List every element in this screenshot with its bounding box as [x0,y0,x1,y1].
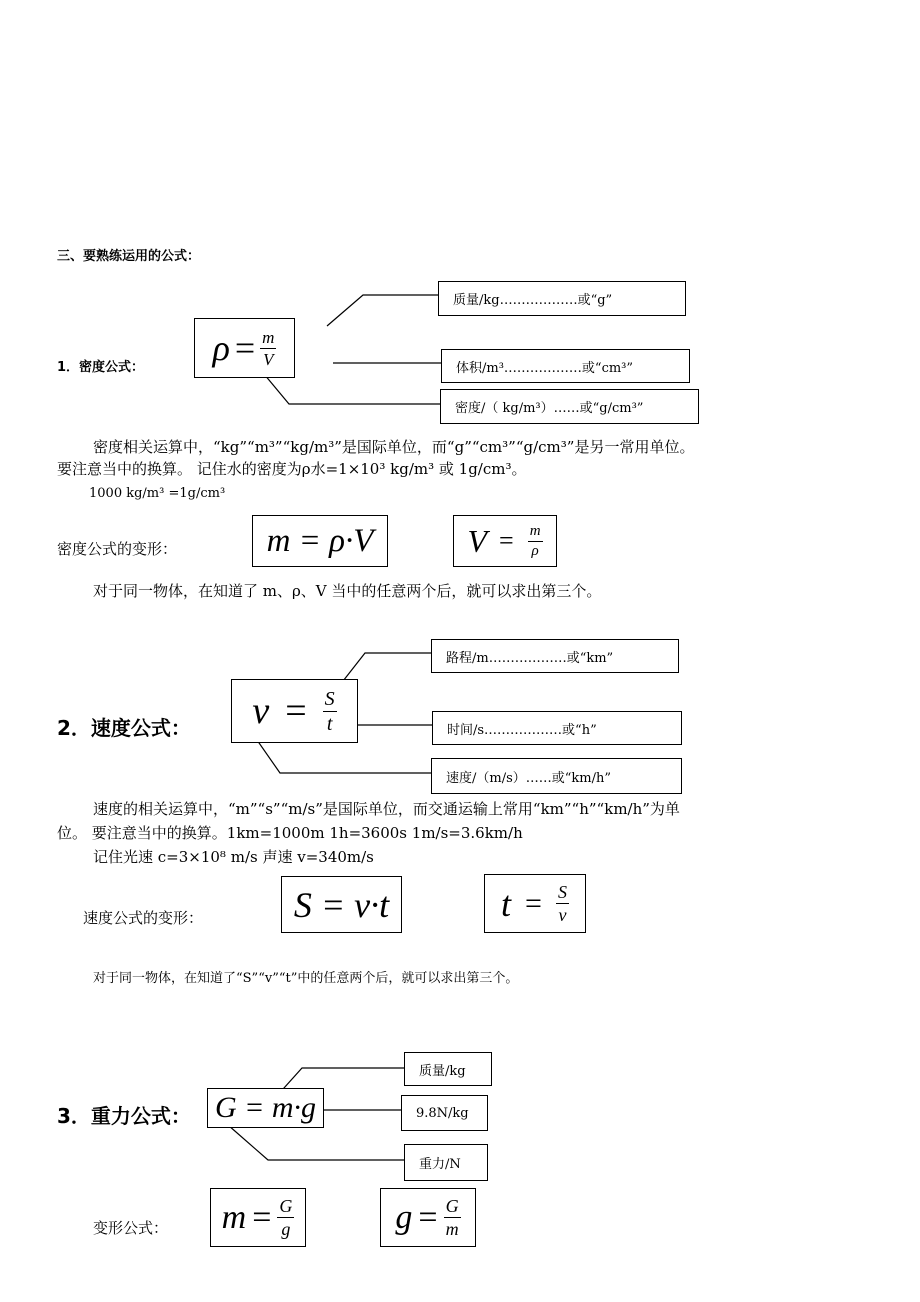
density-label-volume: 体积/m³………………或“cm³” [441,349,690,383]
density-symbol: ρ [212,328,230,368]
gravity-variant-mass: m = $\frac{G}{g}$ [210,1188,306,1247]
density-para-line2: 要注意当中的换算。 记住水的密度为ρ水=1×10³ kg/m³ 或 1g/cm³。 [57,460,527,478]
gravity-label-mass: 质量/kg [404,1052,492,1086]
speed-summary: 对于同一物体，在知道了“S”“v”“t”中的任意两个后，就可以求出第三个。 [93,971,519,986]
gravity-formula-box: G = m·g [207,1088,324,1128]
gravity-label-coefficient: 9.8N/kg [401,1095,488,1131]
speed-variant-time: t = $\frac{S}{v}$ [484,874,586,933]
gravity-heading: 3．重力公式： [57,1104,191,1128]
speed-para-line2: 位。 要注意当中的换算。1km=1000m 1h=3600s 1m/s=3.6km/h [57,824,523,842]
gravity-label-weight: 重力/N [404,1144,488,1181]
density-variant-volume: V = $\frac{m}{\rho}$ [453,515,557,567]
density-heading: 1．密度公式： [57,360,145,375]
speed-variants-label: 速度公式的变形： [83,909,204,927]
section-title: 三、要熟练运用的公式： [57,249,201,264]
density-label-mass: 质量/kg………………或“g” [438,281,686,316]
speed-label-distance: 路程/m………………或“km” [431,639,679,673]
density-label-density: 密度/（ kg/m³）……或“g/cm³” [440,389,699,424]
speed-heading: 2．速度公式： [57,716,191,740]
speed-label-time: 时间/s………………或“h” [432,711,682,745]
speed-para-line1: 速度的相关运算中，“m”“s”“m/s”是国际单位，而交通运输上常用“km”“h”“km/h”为单 [93,800,680,818]
density-para-line3: 1000 kg/m³ =1g/cm³ [89,486,226,501]
density-formula-box: ρ = $\frac{m}{V}$ [194,318,295,378]
density-para-line1: 密度相关运算中，“kg”“m³”“kg/m³”是国际单位，而“g”“cm³”“g/cm³”是另一常用单位。 [93,438,695,456]
density-fraction: $\frac{m}{V}$ [262,327,275,369]
speed-label-speed: 速度/（m/s）……或“km/h” [431,758,682,794]
speed-variant-distance: S = v·t [281,876,402,933]
gravity-variant-g: g = $\frac{G}{m}$ [380,1188,476,1247]
density-variant-mass: m = ρ·V [252,515,388,567]
gravity-variants-label: 变形公式： [93,1219,169,1237]
density-summary: 对于同一物体，在知道了 m、ρ、V 当中的任意两个后，就可以求出第三个。 [93,582,602,600]
density-variants-label: 密度公式的变形： [57,540,178,558]
speed-formula-box: v = $\frac{S}{t}$ [231,679,358,743]
speed-para-line3: 记住光速 c=3×10⁸ m/s 声速 v=340m/s [93,848,374,866]
